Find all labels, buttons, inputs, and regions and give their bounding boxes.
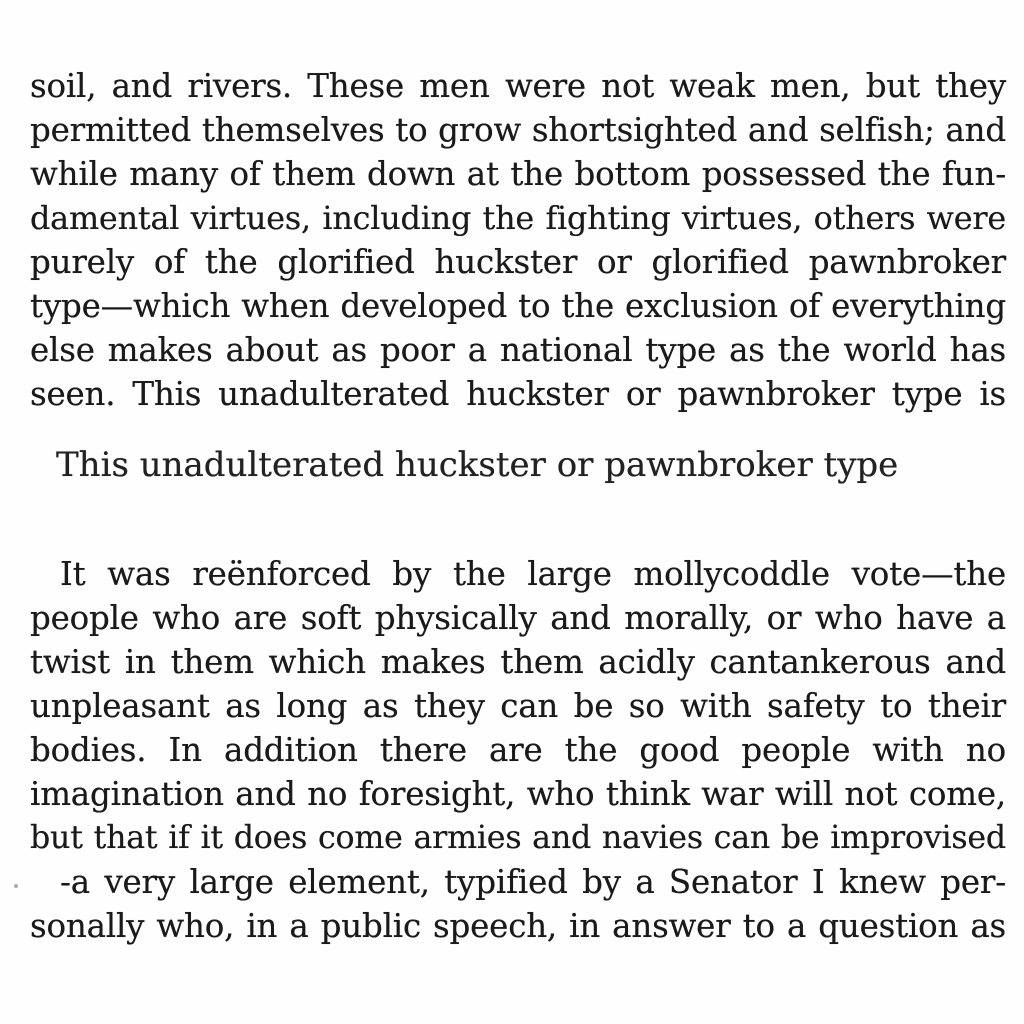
text-line: type—which when developed to the exclusion of everything <box>30 287 1006 325</box>
highlighted-phrase: This unadulterated huckster or pawnbroker type <box>56 445 899 485</box>
text-line: damental virtues, including the fighting virtues, others were <box>30 199 1006 237</box>
scan-speck <box>14 884 18 888</box>
text-line: permitted themselves to grow shortsighted and selfish; and <box>30 111 1006 149</box>
text-line: purely of the glorified huckster or glorified pawnbroker <box>30 243 1006 281</box>
text-line: imagination and no foresight, who think war will not come, <box>30 775 1006 813</box>
text-line: bodies. In addition there are the good people with no <box>30 731 1006 769</box>
text-line: sonally who, in a public speech, in answer to a question as <box>30 907 1006 945</box>
text-line: people who are soft physically and morally, or who have a <box>30 599 1006 637</box>
text-line: -a very large element, typified by a Senator I knew per- <box>60 863 1006 901</box>
paragraph-1 <box>30 64 1006 416</box>
text-line: while many of them down at the bottom possessed the fun- <box>30 155 1006 193</box>
text-line: else makes about as poor a national type as the world has <box>30 331 1006 369</box>
text-line: twist in them which makes them acidly cantankerous and <box>30 643 1006 681</box>
text-line: unpleasant as long as they can be so with safety to their <box>30 687 1006 725</box>
paragraph-2 <box>30 552 1006 948</box>
text-line: It was reënforced by the large mollycoddle vote—the <box>60 555 1006 593</box>
text-line: but that if it does come armies and navies can be improvised <box>30 820 1006 856</box>
text-line: seen. This unadulterated huckster or pawnbroker type is <box>30 375 1006 413</box>
text-line: soil, and rivers. These men were not weak men, but they <box>30 67 1006 105</box>
